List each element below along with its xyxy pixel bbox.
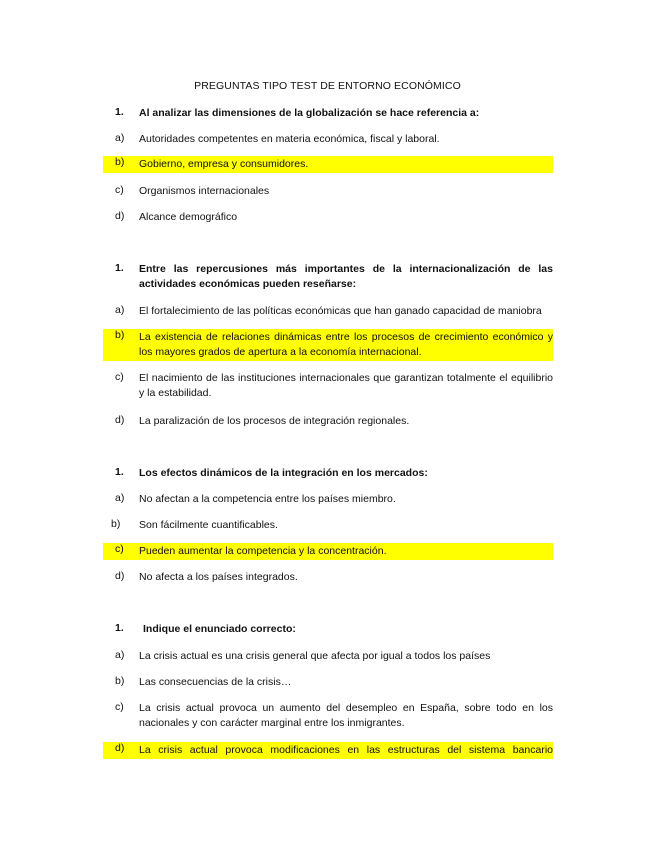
question-number: 1. (115, 466, 124, 478)
option-letter: b) (115, 156, 125, 168)
option-text: Autoridades competentes en materia económica, fiscal y laboral. (139, 133, 440, 145)
option-text: El fortalecimiento de las políticas económicas que han ganado capacidad de maniobra (139, 305, 542, 317)
option-letter: c) (115, 543, 124, 555)
question-text: Al analizar las dimensiones de la globalización se hace referencia a: (139, 107, 480, 119)
option-4d-highlighted (103, 742, 553, 759)
option-1b-highlighted (103, 156, 553, 173)
question-text: Entre las repercusiones más importantes de la internacionalización de las actividades económicas pueden reseñarse: (139, 263, 553, 290)
option-text: La existencia de relaciones dinámicas entre los procesos de crecimiento económico y los mayores grados de apertura a la economía internacional. (139, 331, 553, 358)
option-text: La paralización de los procesos de integración regionales. (139, 415, 410, 427)
option-4a (103, 649, 553, 664)
question-3 (103, 466, 553, 481)
option-letter: a) (115, 304, 125, 316)
option-2d (103, 414, 553, 429)
option-letter: c) (115, 701, 124, 713)
option-letter: d) (115, 742, 125, 754)
option-text: Alcance demográfico (139, 211, 238, 223)
option-letter: a) (115, 492, 125, 504)
question-text: Indique el enunciado correcto: (143, 623, 296, 635)
option-letter: d) (115, 414, 125, 426)
option-2a (103, 304, 553, 319)
option-2b-highlighted (103, 329, 553, 361)
option-text: La crisis actual provoca un aumento del desempleo en España, sobre todo en los nacionales y con carácter marginal entre los inmigrantes. (139, 702, 553, 729)
option-1a (103, 132, 553, 147)
option-letter: c) (115, 371, 124, 383)
option-text: La crisis actual provoca modificaciones en las estructuras del sistema bancario (139, 744, 553, 756)
option-1d (103, 210, 553, 225)
option-letter: d) (115, 210, 125, 222)
option-1c (103, 184, 553, 199)
question-number: 1. (115, 622, 124, 634)
option-letter: a) (115, 649, 125, 661)
question-4 (103, 622, 553, 637)
document-title: PREGUNTAS TIPO TEST DE ENTORNO ECONÓMICO (194, 80, 461, 92)
option-4c (103, 701, 553, 731)
option-letter: b) (115, 675, 125, 687)
option-text: No afectan a la competencia entre los países miembro. (139, 493, 396, 505)
option-3b (103, 518, 553, 533)
option-4b (103, 675, 553, 690)
option-letter: b) (111, 518, 121, 530)
question-1 (103, 106, 553, 121)
option-3d (103, 570, 553, 585)
option-letter: b) (115, 329, 125, 341)
option-letter: a) (115, 132, 125, 144)
option-letter: d) (115, 570, 125, 582)
option-text: Gobierno, empresa y consumidores. (139, 158, 309, 170)
option-text: Las consecuencias de la crisis… (139, 676, 292, 688)
option-letter: c) (115, 184, 124, 196)
question-number: 1. (115, 262, 124, 274)
option-text: Son fácilmente cuantificables. (139, 519, 278, 531)
option-text: La crisis actual es una crisis general que afecta por igual a todos los países (139, 650, 491, 662)
question-2 (103, 262, 553, 292)
option-text: Organismos internacionales (139, 185, 270, 197)
option-3a (103, 492, 553, 507)
option-text: No afecta a los países integrados. (139, 571, 298, 583)
option-text: Pueden aumentar la competencia y la concentración. (139, 545, 387, 557)
option-text: El nacimiento de las instituciones internacionales que garantizan totalmente el equilibrio y la estabilidad. (139, 372, 553, 399)
question-number: 1. (115, 106, 124, 118)
option-2c (103, 371, 553, 401)
question-text: Los efectos dinámicos de la integración en los mercados: (139, 467, 428, 479)
option-3c-highlighted (103, 543, 553, 560)
